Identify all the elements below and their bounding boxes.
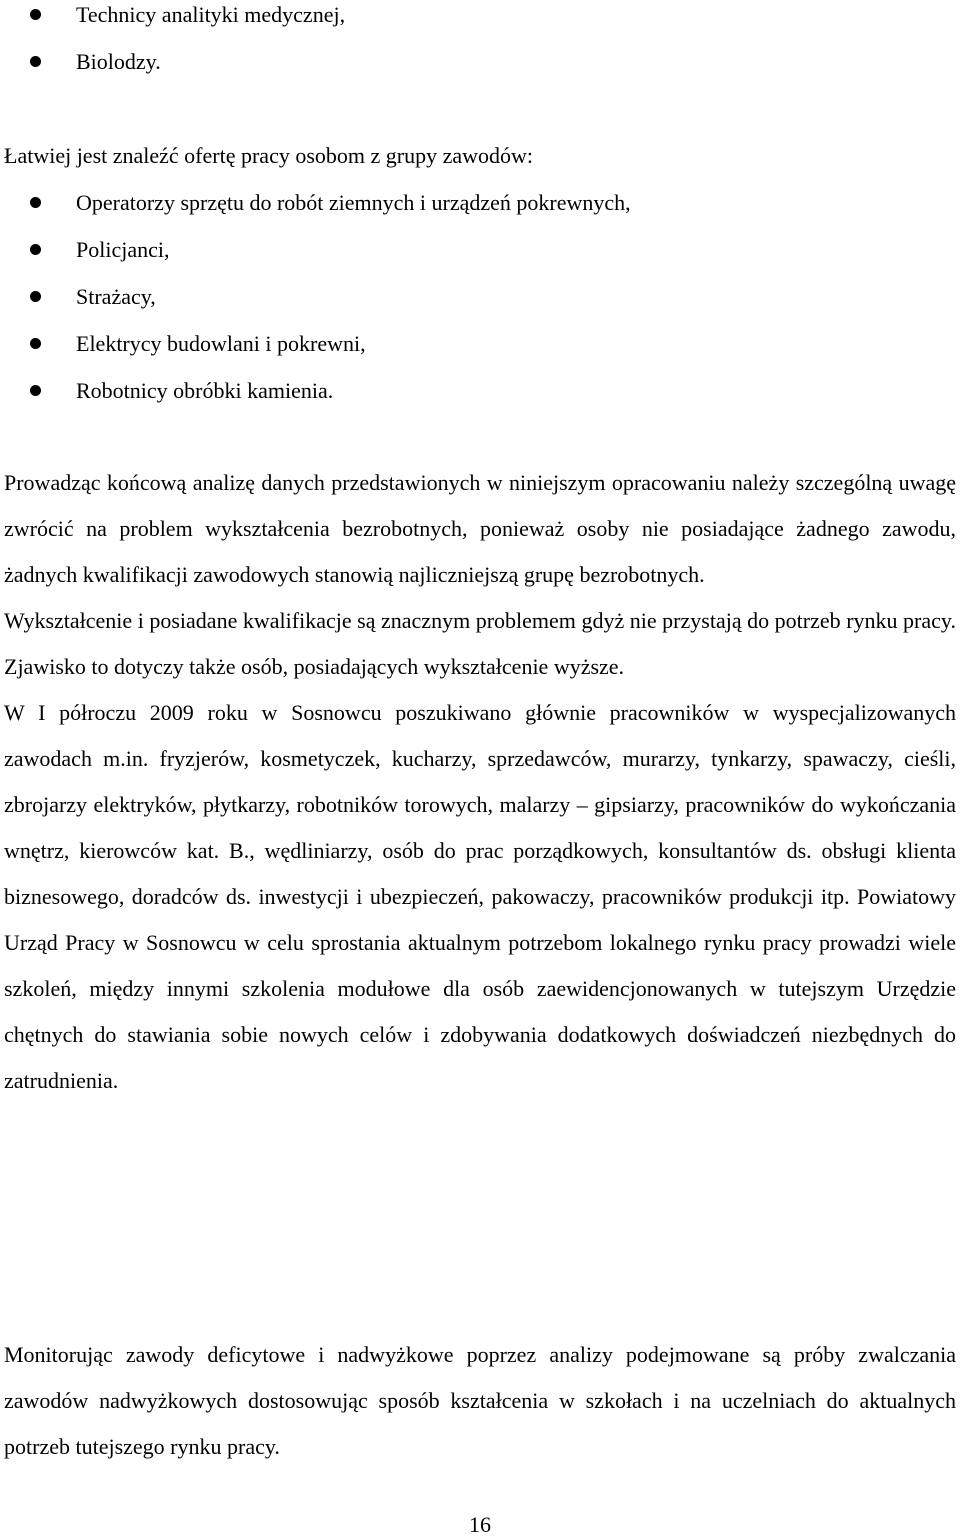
occupation-list-b bbox=[4, 188, 631, 423]
bullet-icon bbox=[30, 385, 41, 396]
list-item bbox=[4, 188, 631, 235]
list-item-text: Biolodzy. bbox=[76, 49, 161, 74]
list-item bbox=[4, 282, 631, 329]
list-item-text: Elektrycy budowlani i pokrewni, bbox=[76, 331, 366, 356]
list-item bbox=[4, 235, 631, 282]
bullet-icon bbox=[30, 291, 41, 302]
bullet-icon bbox=[30, 244, 41, 255]
paragraph: Prowadząc końcową analizę danych przedstawionych w niniejszym opracowaniu należy szczególną uwagę zwrócić na problem wykształcenia bezrobotnych, ponieważ osoby nie posiadające żadnego zawodu, żadnych kwalifikacji zawodowych stanowią najliczniejszą grupę bezrobotnych. bbox=[4, 470, 956, 587]
list-item-text: Strażacy, bbox=[76, 284, 156, 309]
paragraph: W I półroczu 2009 roku w Sosnowcu poszukiwano głównie pracowników w wyspecjalizowanych zawodach m.in. fryzjerów, kosmetyczek, kucharzy, sprzedawców, murarzy, tynkarzy, spawaczy, cieśli, zbrojarzy elektryków, płytkarzy, robotników torowych, malarzy – gipsiarzy, pracowników do wykończania wnętrz, kierowców kat. B., wędliniarzy, osób do prac porządkowych, konsultantów ds. obsługi klienta biznesowego, doradców ds. inwestycji i ubezpieczeń, pakowaczy, pracowników produkcji itp. Powiatowy Urząd Pracy w Sosnowcu w celu sprostania aktualnym potrzebom lokalnego rynku pracy prowadzi wiele szkoleń, między innymi szkolenia modułowe dla osób zaewidencjonowanych w tutejszym Urzędzie chętnych do stawiania sobie nowych celów i zdobywania dodatkowych doświadczeń niezbędnych do zatrudnienia. bbox=[4, 700, 956, 1093]
list-item-text: Operatorzy sprzętu do robót ziemnych i urządzeń pokrewnych, bbox=[76, 190, 631, 215]
list-item-text: Policjanci, bbox=[76, 237, 170, 262]
occupation-list-a bbox=[4, 0, 345, 94]
list-item bbox=[4, 376, 631, 423]
bullet-icon bbox=[30, 9, 41, 20]
analysis-section bbox=[4, 460, 956, 1104]
list-item-text: Robotnicy obróbki kamienia. bbox=[76, 378, 334, 403]
list-item bbox=[4, 0, 345, 47]
list-item-text: Technicy analityki medycznej, bbox=[76, 2, 346, 27]
page-number: 16 bbox=[469, 1512, 491, 1537]
bullet-icon bbox=[30, 338, 41, 349]
list-item bbox=[4, 329, 631, 376]
bullet-icon bbox=[30, 56, 41, 67]
list-item bbox=[4, 47, 345, 94]
bullet-icon bbox=[30, 197, 41, 208]
monitoring-paragraph: Monitorując zawody deficytowe i nadwyżkowe poprzez analizy podejmowane są próby zwalczania zawodów nadwyżkowych dostosowując sposób kształcenia w szkołach i na uczelniach do aktualnych potrzeb tutejszego rynku pracy. bbox=[4, 1342, 956, 1459]
paragraph: Wykształcenie i posiadane kwalifikacje są znacznym problemem gdyż nie przystają do potrzeb rynku pracy. Zjawisko to dotyczy także osób, posiadających wykształcenie wyższe. bbox=[4, 608, 956, 679]
list-intro: Łatwiej jest znaleźć ofertę pracy osobom z grupy zawodów: bbox=[4, 143, 534, 168]
